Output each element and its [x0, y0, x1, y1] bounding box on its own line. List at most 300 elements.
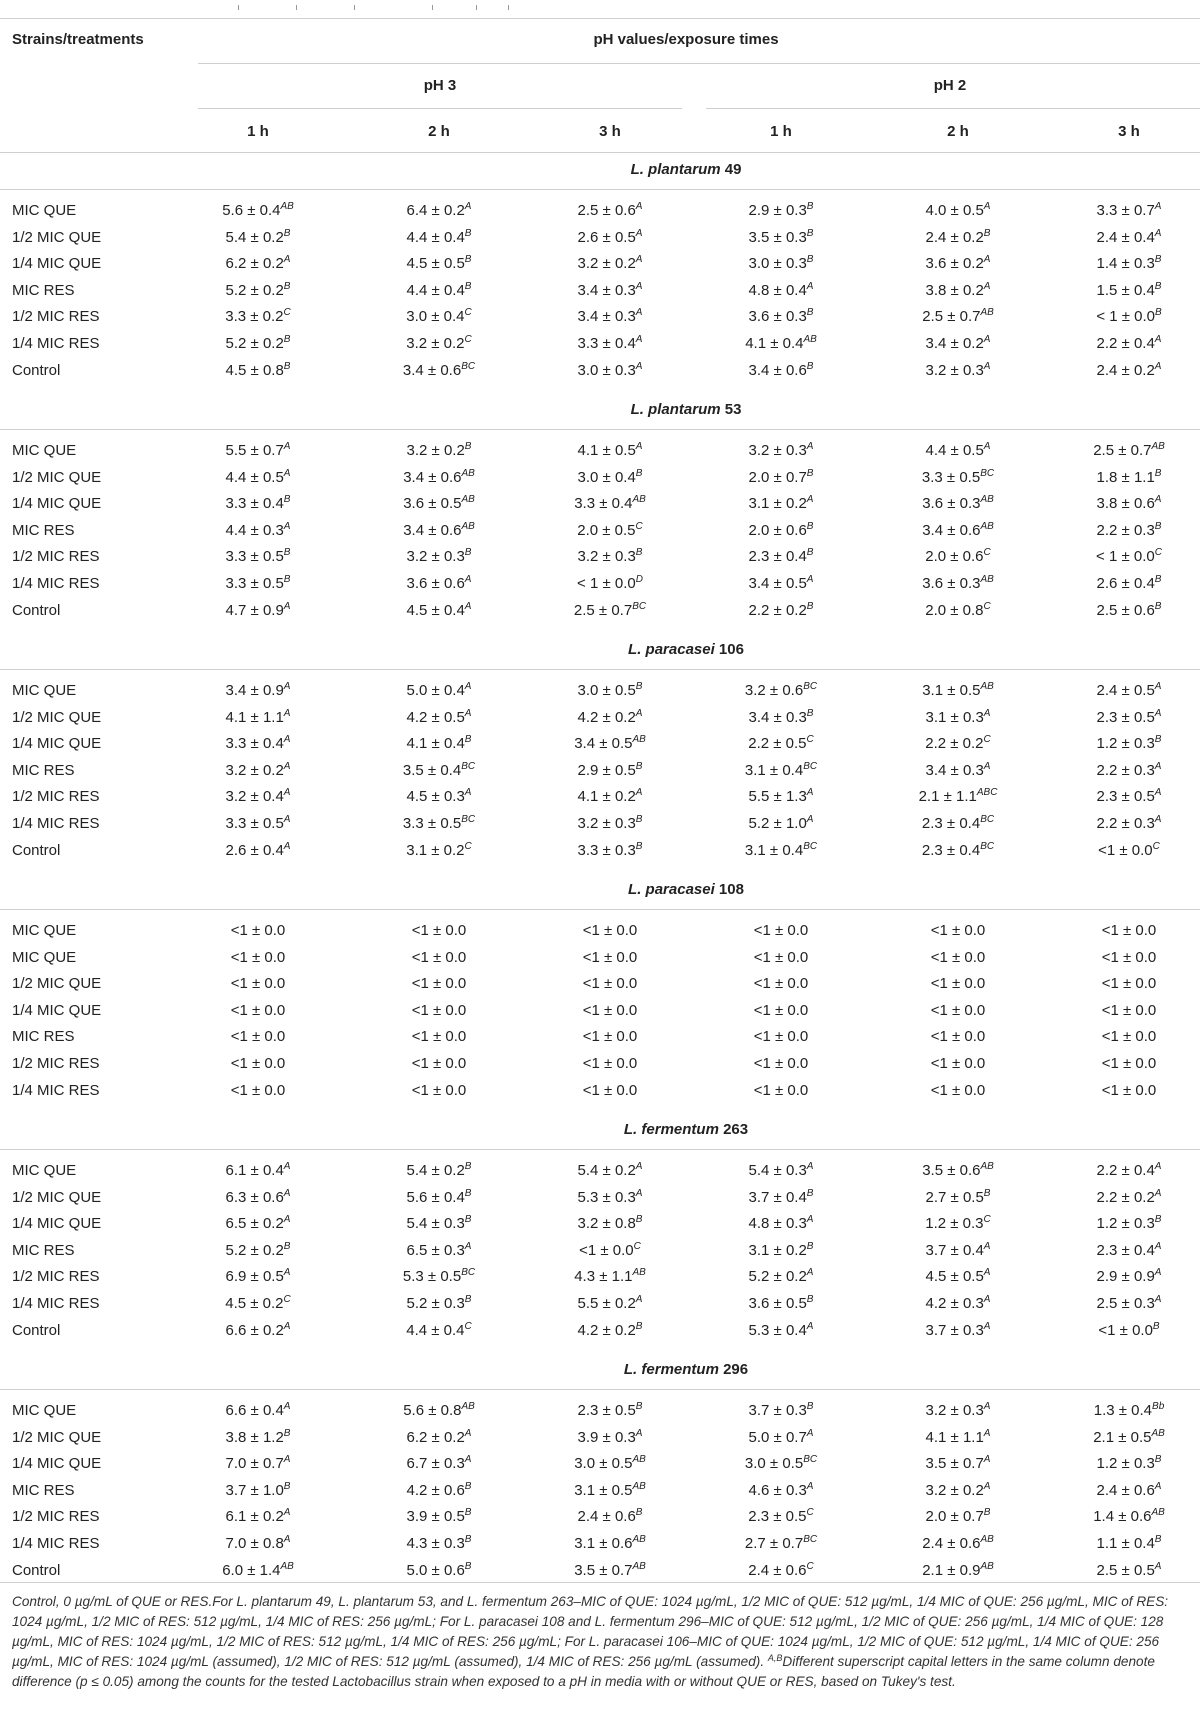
table-cell: [1097, 575, 1162, 593]
table-cell: [922, 1535, 994, 1553]
cell-value: 4.5 ± 0.5: [406, 255, 465, 273]
cell-value: 1.2 ± 0.3: [1096, 1215, 1155, 1233]
table-cell: [403, 1268, 475, 1286]
table-bottom-rule: [0, 1582, 1200, 1583]
cell-superscript: A: [806, 1214, 814, 1226]
cell-value: 5.4 ± 0.3: [748, 1162, 807, 1179]
table-cell: [578, 1429, 643, 1447]
cell-superscript: B: [464, 1161, 472, 1172]
cell-superscript: B: [806, 600, 814, 612]
cell-superscript: B: [283, 1480, 291, 1492]
cell-value: 4.3 ± 0.3: [406, 1535, 465, 1552]
table-cell: [226, 255, 291, 273]
cell-value: 2.2 ± 0.2: [1096, 1188, 1155, 1206]
table-cell: [407, 1295, 472, 1313]
cell-value: 3.3 ± 0.4: [577, 335, 636, 352]
cell-superscript: B: [464, 1187, 472, 1199]
cell-value: <1 ± 0.0: [930, 948, 986, 966]
cell-superscript: C: [464, 307, 472, 319]
cell-value: 4.4 ± 0.5: [225, 468, 284, 486]
cell-superscript: B: [635, 814, 643, 825]
table-cell: [578, 682, 643, 700]
table-cell: [1097, 815, 1162, 833]
cell-value: 5.2 ± 0.2: [748, 1268, 807, 1286]
cell-value: 3.1 ± 0.6: [574, 1535, 633, 1552]
table-cell: [578, 1215, 643, 1233]
cell-value: 5.5 ± 0.7: [225, 442, 284, 459]
cell-value: <1 ± 0.0: [930, 1081, 986, 1099]
cell-superscript: AB: [980, 494, 994, 506]
cell-superscript: ABC: [976, 787, 998, 799]
table-cell: [754, 1028, 809, 1046]
strain-number: 53: [720, 401, 742, 418]
table-cell: [226, 602, 291, 620]
cell-superscript: AB: [980, 681, 994, 692]
cell-superscript: A: [983, 201, 991, 212]
table-cell: [1102, 922, 1157, 940]
cell-value: 5.6 ± 0.8: [403, 1402, 462, 1419]
row-label: 1/4 MIC QUE: [12, 495, 102, 513]
table-cell: [412, 1055, 467, 1073]
cell-superscript: AB: [632, 1534, 646, 1545]
cell-value: 3.2 ± 0.2: [406, 442, 465, 459]
table-cell: [922, 469, 994, 487]
time-header: 1 h: [770, 123, 792, 140]
table-cell: [749, 522, 814, 540]
cell-value: 3.1 ± 0.2: [748, 1241, 807, 1259]
table-cell: [1097, 602, 1162, 620]
time-header: 3 h: [599, 123, 621, 140]
cell-value: 3.0 ± 0.5: [577, 682, 636, 699]
top-tick: [238, 5, 239, 10]
cell-value: 3.6 ± 0.6: [406, 575, 465, 592]
cell-superscript: BC: [461, 1267, 476, 1279]
cell-value: 3.4 ± 0.5: [574, 735, 633, 753]
row-label: MIC QUE: [12, 442, 77, 459]
cell-superscript: C: [464, 1320, 472, 1332]
cell-superscript: B: [283, 1427, 291, 1439]
cell-value: 1.4 ± 0.3: [1096, 255, 1155, 273]
cell-superscript: B: [464, 547, 472, 559]
cell-superscript: A: [806, 1480, 814, 1492]
table-cell: [231, 1028, 286, 1046]
cell-superscript: B: [283, 1240, 291, 1252]
table-cell: [407, 202, 472, 220]
cell-value: 2.0 ± 0.8: [925, 601, 984, 619]
table-cell: [749, 602, 814, 620]
row-label: MIC RES: [12, 1028, 75, 1046]
table-cell: [1097, 1215, 1162, 1233]
cell-superscript: A: [283, 1214, 291, 1226]
cell-value: 3.3 ± 0.5: [402, 815, 462, 832]
cell-superscript: A: [1154, 1240, 1162, 1252]
cell-value: 5.6 ± 0.4: [222, 202, 281, 219]
row-label: 1/2 MIC QUE: [12, 975, 102, 993]
cell-value: <1 ± 0.0: [753, 1081, 809, 1099]
cell-value: 4.2 ± 0.3: [925, 1295, 984, 1312]
cell-superscript: B: [283, 547, 291, 559]
table-cell: [231, 1055, 286, 1073]
strain-name: L. paracasei: [628, 641, 715, 658]
time-header: 2 h: [428, 123, 450, 140]
cell-superscript: A: [806, 441, 814, 452]
cell-superscript: A: [983, 1480, 991, 1492]
cell-value: 7.0 ± 0.7: [225, 1455, 284, 1473]
table-cell: [1097, 335, 1162, 353]
cell-value: 3.2 ± 0.8: [577, 1215, 636, 1233]
cell-value: 4.3 ± 1.1: [574, 1268, 633, 1286]
cell-superscript: B: [464, 1560, 472, 1572]
table-cell: [583, 1028, 638, 1046]
table-cell: [745, 1535, 817, 1553]
cell-value: 3.9 ± 0.3: [577, 1428, 636, 1446]
cell-value: 2.4 ± 0.6: [922, 1535, 981, 1552]
table-cell: [578, 335, 643, 353]
table-cell: [1102, 1082, 1157, 1100]
cell-superscript: C: [283, 307, 291, 319]
table-cell: [926, 1268, 991, 1286]
table-cell: [926, 202, 991, 220]
table-cell: [231, 1082, 286, 1100]
table-cell: [926, 1322, 991, 1340]
cell-superscript: B: [1154, 254, 1162, 266]
table-cell: [578, 709, 643, 727]
cell-superscript: A: [1154, 1560, 1162, 1572]
cell-superscript: A: [635, 1294, 643, 1305]
cell-superscript: B: [806, 1240, 814, 1252]
cell-superscript: A: [983, 1454, 991, 1466]
table-cell: [226, 229, 291, 247]
table-cell: [578, 469, 643, 487]
cell-value: <1 ± 0.0: [230, 975, 286, 993]
cell-value: 6.7 ± 0.3: [406, 1455, 465, 1473]
table-cell: [407, 282, 472, 300]
cell-value: 2.0 ± 0.6: [925, 548, 984, 566]
cell-superscript: D: [635, 574, 643, 585]
table-cell: [578, 1322, 643, 1340]
table-cell: [406, 842, 472, 860]
cell-superscript: B: [806, 547, 814, 559]
table-cell: [406, 1322, 472, 1340]
cell-value: 3.6 ± 0.2: [925, 255, 984, 273]
table-cell: [583, 1082, 638, 1100]
cell-superscript: AB: [632, 1560, 646, 1572]
table-cell: [1097, 202, 1162, 220]
table-cell: [578, 202, 643, 220]
cell-value: <1 ± 0.0: [411, 1081, 467, 1099]
cell-value: 3.2 ± 0.3: [925, 1402, 984, 1419]
table-cell: [226, 1429, 291, 1447]
cell-value: 4.6 ± 0.3: [748, 1481, 807, 1499]
table-cell: [407, 1242, 472, 1260]
cell-value: 3.5 ± 0.7: [925, 1455, 984, 1473]
table-cell: [406, 308, 472, 326]
cell-superscript: A: [635, 787, 643, 799]
cell-value: 3.4 ± 0.3: [577, 281, 636, 299]
top-tick: [432, 5, 433, 10]
cell-superscript: A: [464, 681, 472, 692]
table-cell: [578, 229, 643, 247]
cell-value: 3.1 ± 0.3: [925, 708, 984, 726]
table-cell: [579, 1242, 641, 1260]
cell-superscript: A: [983, 1401, 991, 1412]
table-cell: [226, 735, 291, 753]
cell-superscript: AB: [461, 467, 475, 479]
cell-value: 3.2 ± 0.6: [744, 682, 804, 699]
table-cell: [1093, 1508, 1165, 1526]
table-cell: [749, 1242, 814, 1260]
table-cell: [412, 1082, 467, 1100]
table-cell: [749, 1268, 814, 1286]
table-cell: [749, 709, 814, 727]
table-cell: [407, 1429, 472, 1447]
row-label: MIC RES: [12, 281, 75, 299]
table-cell: [1097, 735, 1162, 753]
table-cell: [754, 949, 809, 967]
header-bottom-rule: [0, 152, 1200, 153]
table-cell: [578, 788, 643, 806]
cell-value: 2.4 ± 0.6: [748, 1561, 807, 1579]
table-cell: [749, 1402, 814, 1420]
table-cell: [749, 308, 814, 326]
table-cell: [578, 1508, 643, 1526]
table-cell: [583, 975, 638, 993]
cell-value: 3.5 ± 0.7: [574, 1561, 633, 1579]
cell-superscript: A: [806, 1267, 814, 1279]
table-cell: [925, 735, 991, 753]
strain-title: [631, 401, 742, 418]
row-label: MIC QUE: [12, 1402, 77, 1419]
cell-superscript: B: [635, 1401, 643, 1412]
cell-value: 6.6 ± 0.4: [225, 1402, 284, 1419]
table-cell: [931, 975, 986, 993]
cell-superscript: A: [983, 280, 991, 292]
cell-value: 3.1 ± 0.4: [744, 841, 804, 859]
cell-superscript: B: [635, 547, 643, 559]
row-label: 1/4 MIC RES: [12, 1535, 100, 1552]
cell-value: 2.2 ± 0.3: [1096, 521, 1155, 539]
strain-name: L. fermentum: [623, 1121, 719, 1138]
table-cell: [926, 1455, 991, 1473]
cell-value: <1 ± 0.0: [582, 1001, 638, 1019]
table-cell: [403, 469, 475, 487]
table-cell: [1097, 709, 1162, 727]
table-cell: [1097, 362, 1162, 380]
cell-value: 2.1 ± 0.5: [1093, 1428, 1152, 1446]
cell-superscript: B: [806, 707, 814, 719]
cell-superscript: A: [1154, 707, 1162, 719]
table-cell: [1097, 495, 1162, 513]
cell-value: 1.2 ± 0.3: [1096, 1455, 1155, 1473]
strain-number: 263: [718, 1121, 749, 1138]
cell-value: <1 ± 0.0: [753, 1055, 809, 1072]
cell-value: 3.1 ± 0.5: [574, 1481, 633, 1499]
row-label: Control: [12, 361, 61, 379]
cell-value: 4.4 ± 0.4: [406, 281, 465, 299]
cell-value: 3.4 ± 0.3: [577, 308, 636, 326]
cell-value: 2.4 ± 0.4: [1096, 228, 1155, 246]
cell-value: 5.0 ± 0.4: [406, 682, 465, 699]
cell-value: 3.4 ± 0.3: [748, 708, 807, 726]
row-label: MIC QUE: [12, 682, 77, 699]
table-cell: [583, 949, 638, 967]
cell-superscript: B: [464, 1480, 472, 1492]
cell-superscript: A: [283, 1507, 291, 1519]
cell-value: <1 ± 0.0: [1101, 1081, 1157, 1099]
cell-value: <1 ± 0.0: [411, 948, 467, 966]
cell-value: 3.4 ± 0.6: [748, 361, 807, 379]
cell-superscript: BC: [461, 360, 476, 372]
table-cell: [749, 255, 814, 273]
cell-superscript: B: [1154, 1214, 1162, 1226]
cell-superscript: B: [1154, 520, 1162, 532]
cell-value: 3.3 ± 0.5: [225, 548, 284, 566]
cell-value: <1 ± 0.0: [1101, 1055, 1157, 1072]
row-label: 1/4 MIC QUE: [12, 1455, 102, 1473]
cell-value: 1.2 ± 0.3: [1096, 735, 1155, 753]
cell-superscript: A: [983, 441, 991, 452]
table-cell: [225, 308, 291, 326]
cell-value: 5.4 ± 0.2: [406, 1162, 465, 1179]
row-label: MIC QUE: [12, 202, 77, 219]
cell-value: 4.1 ± 1.1: [225, 708, 284, 726]
row-label: 1/4 MIC QUE: [12, 735, 102, 753]
cell-value: 2.6 ± 0.5: [577, 228, 636, 246]
cell-value: < 1 ± 0.0: [1096, 548, 1155, 566]
table-cell: [578, 362, 643, 380]
cell-value: 6.1 ± 0.2: [225, 1508, 284, 1526]
cell-value: 2.5 ± 0.3: [1096, 1295, 1155, 1312]
table-cell: [1097, 1455, 1162, 1473]
table-cell: [922, 1562, 994, 1580]
table-cell: [403, 362, 475, 380]
table-cell: [226, 1322, 291, 1340]
cell-superscript: B: [635, 1214, 643, 1226]
cell-value: 2.2 ± 0.5: [748, 735, 807, 753]
cell-value: 4.5 ± 0.5: [925, 1268, 984, 1286]
cell-value: 5.5 ± 0.2: [577, 1295, 636, 1312]
table-cell: [226, 815, 291, 833]
cell-value: 6.2 ± 0.2: [406, 1428, 465, 1446]
cell-superscript: B: [635, 681, 643, 692]
cell-value: 3.5 ± 0.4: [402, 761, 462, 779]
cell-value: 2.6 ± 0.4: [225, 841, 284, 859]
cell-superscript: B: [806, 201, 814, 212]
cell-superscript: B: [1154, 280, 1162, 292]
cell-value: 3.0 ± 0.4: [406, 308, 465, 326]
group-rule: [198, 63, 1200, 64]
cell-superscript: AB: [980, 574, 994, 585]
table-cell: [578, 815, 643, 833]
cell-value: 2.9 ± 0.9: [1096, 1268, 1155, 1286]
table-cell: [226, 548, 291, 566]
row-label: 1/4 MIC QUE: [12, 1215, 102, 1233]
cell-value: < 1 ± 0.0: [577, 575, 636, 592]
table-cell: [574, 495, 646, 513]
table-cell: [749, 442, 814, 460]
cell-value: <1 ± 0.0: [1101, 1028, 1157, 1046]
cell-superscript: B: [806, 1401, 814, 1412]
row-label: 1/2 MIC RES: [12, 1268, 100, 1286]
table-cell: [578, 1295, 643, 1313]
table-cell: [1097, 1482, 1162, 1500]
table-cell: [745, 682, 817, 700]
cell-value: 3.8 ± 1.2: [225, 1428, 284, 1446]
cell-value: 2.5 ± 0.6: [577, 202, 636, 219]
table-cell: [226, 1535, 291, 1553]
table-cell: [1094, 1402, 1165, 1420]
cell-superscript: B: [983, 1507, 991, 1519]
table-cell: [407, 1162, 472, 1180]
cell-superscript: A: [1154, 334, 1162, 345]
cell-value: 2.5 ± 0.7: [573, 601, 633, 619]
table-cell: [407, 1215, 472, 1233]
cell-value: 4.2 ± 0.2: [577, 1321, 636, 1339]
table-cell: [578, 548, 643, 566]
table-cell: [407, 1455, 472, 1473]
cell-value: 3.8 ± 0.2: [925, 281, 984, 299]
cell-superscript: B: [283, 280, 291, 292]
table-cell: [749, 202, 814, 220]
cell-value: <1 ± 0.0: [411, 922, 467, 939]
cell-value: 3.0 ± 0.4: [577, 468, 636, 486]
table-cell: [926, 762, 991, 780]
cell-superscript: B: [635, 840, 643, 852]
cell-superscript: A: [283, 1401, 291, 1412]
table-cell: [578, 442, 643, 460]
cell-value: 3.1 ± 0.2: [406, 841, 465, 859]
cell-value: 2.2 ± 0.2: [748, 601, 807, 619]
cell-value: 3.2 ± 0.4: [225, 788, 284, 806]
row-label: 1/4 MIC RES: [12, 335, 100, 352]
cell-value: 4.0 ± 0.5: [925, 202, 984, 219]
table-cell: [226, 1215, 291, 1233]
table-cell: [749, 1189, 814, 1207]
cell-superscript: B: [464, 1507, 472, 1519]
table-cell: [749, 548, 814, 566]
table-cell: [412, 975, 467, 993]
table-cell: [226, 1402, 291, 1420]
cell-value: 1.5 ± 0.4: [1096, 281, 1155, 299]
row-label: 1/4 MIC RES: [12, 575, 100, 592]
cell-superscript: A: [1154, 1480, 1162, 1492]
cell-value: 4.4 ± 0.5: [925, 442, 984, 459]
table-cell: [749, 1295, 814, 1313]
table-cell: [922, 682, 994, 700]
cell-value: 3.2 ± 0.2: [577, 255, 636, 273]
cell-value: 3.3 ± 0.4: [574, 495, 633, 513]
ph2-rule: [706, 108, 1200, 109]
cell-value: 3.5 ± 0.6: [922, 1162, 981, 1179]
table-cell: [231, 975, 286, 993]
footnote-main: Control, 0 µg/mL of QUE or RES.For L. plantarum 49, L. plantarum 53, and L. fermentum 263–MIC of QUE: 1024 µg/mL, 1/2 MIC of QUE: 512 µg/mL, 1/4 MIC of QUE: 256 µg/mL, MIC of RES: 1024 µg/mL, 1/2 MIC of RES: 512 µg/mL, 1/4 MIC of RES: 256 µg/mL; For L. paracasei 108 and L. fermentum 296–MIC of QUE: 512 µg/mL, 1/2 MIC of QUE: 256 µg/mL, 1/4 MIC of QUE: 128 µg/mL, MIC of RES: 1024 µg/mL, 1/2 MIC of RES: 512 µg/mL, 1/4 MIC of RES: 256 µg/mL; For L. paracasei 106–MIC of QUE: 1024 µg/mL, 1/2 MIC of QUE: 512 µg/mL, 1/4 MIC of QUE: 256 µg/mL, MIC of RES: 1024 µg/mL (assumed), 1/2 MIC of RES: 512 µg/mL (assumed), 1/4 MIC of RES: 256 µg/mL (assumed).: [12, 1594, 1169, 1669]
cell-value: 2.5 ± 0.7: [1093, 442, 1152, 459]
cell-superscript: C: [806, 1507, 814, 1519]
table-cell: [407, 682, 472, 700]
cell-value: <1 ± 0.0: [1101, 975, 1157, 993]
cell-value: 1.4 ± 0.6: [1093, 1508, 1152, 1526]
cell-value: 2.6 ± 0.4: [1096, 575, 1155, 592]
top-tick: [296, 5, 297, 10]
cell-superscript: B: [806, 360, 814, 372]
table-cell: [412, 1002, 467, 1020]
time-header: 2 h: [947, 123, 969, 140]
table-cell: [749, 1429, 814, 1447]
top-tick: [354, 5, 355, 10]
cell-superscript: B: [464, 1534, 472, 1545]
cell-superscript: AB: [280, 1560, 294, 1572]
table-cell: [931, 922, 986, 940]
